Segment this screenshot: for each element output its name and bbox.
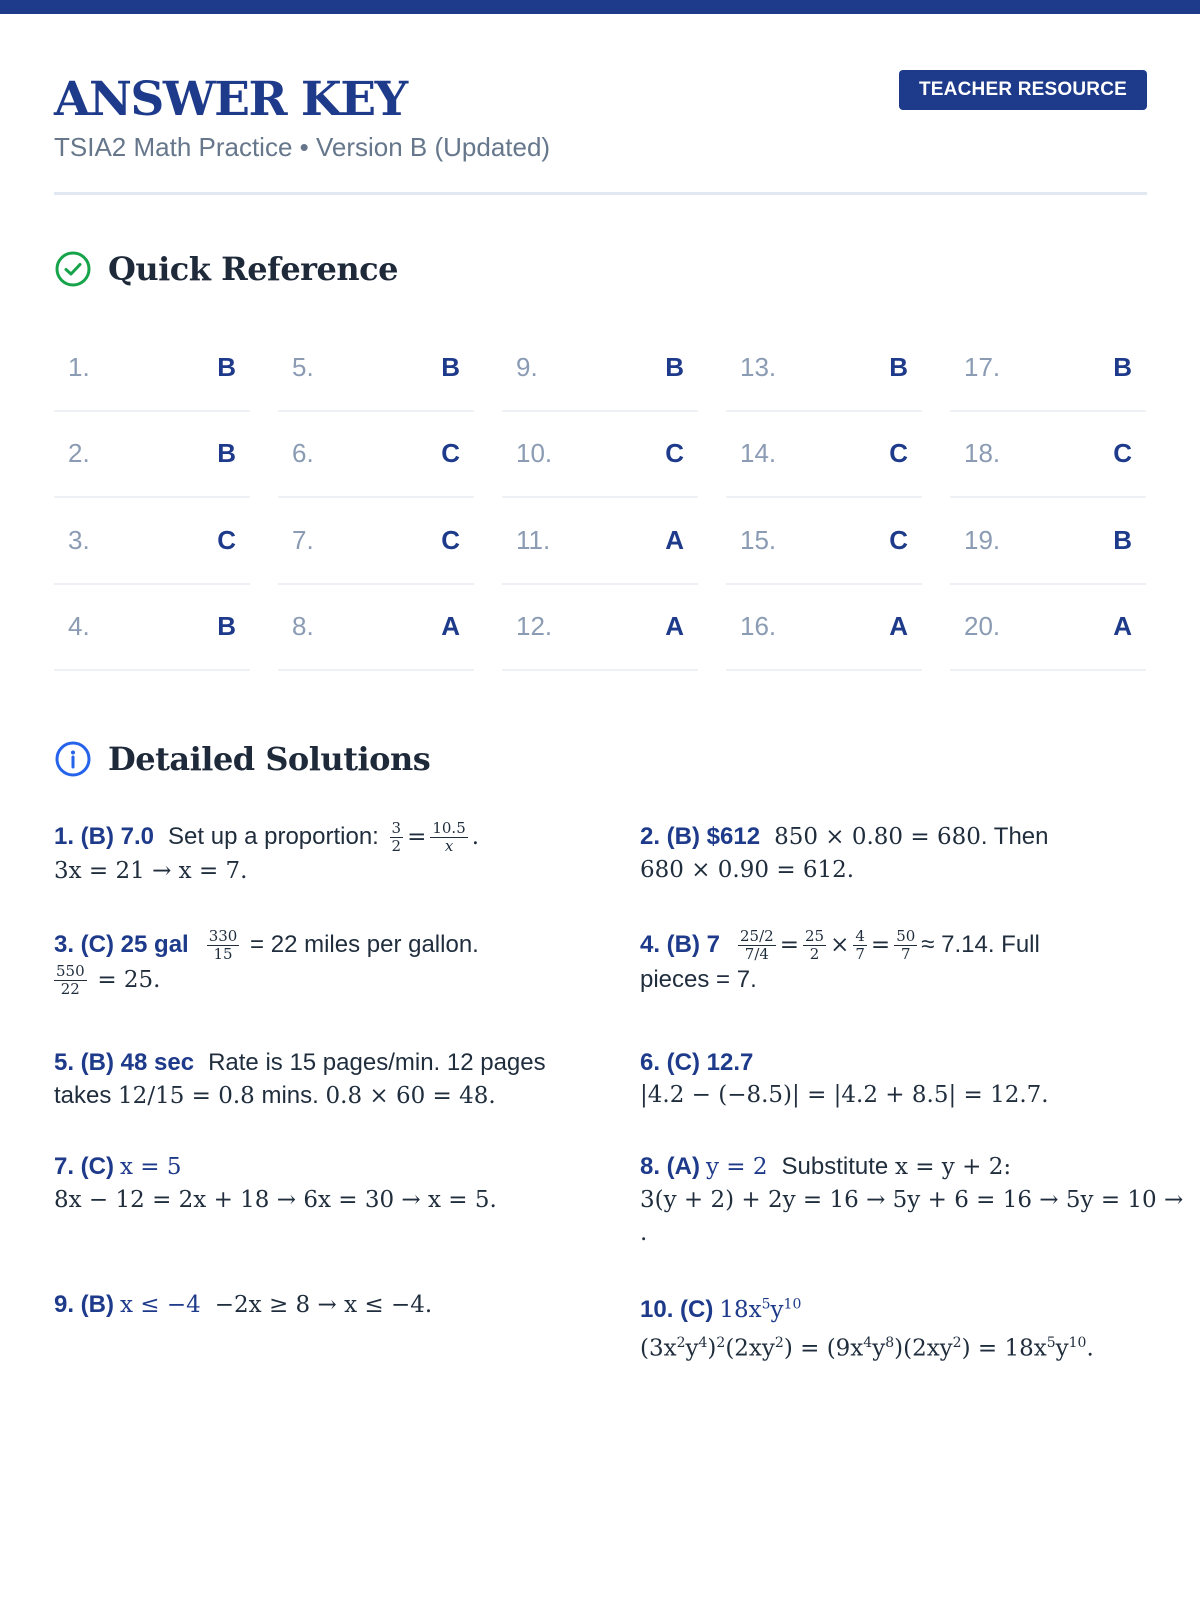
question-number: 16. bbox=[740, 611, 777, 642]
answer-letter: C bbox=[441, 438, 460, 469]
answer-cell bbox=[950, 412, 1146, 499]
question-number: 13. bbox=[740, 351, 777, 382]
solution-label: 2. (B) $612 bbox=[640, 823, 761, 850]
solution-label: 3. (C) 25 gal bbox=[54, 931, 189, 958]
solution-label: 10. (C) bbox=[640, 1295, 714, 1323]
answer-letter: B bbox=[441, 351, 460, 382]
question-number: 12. bbox=[516, 611, 553, 642]
question-number: 15. bbox=[740, 524, 777, 555]
answer-cell bbox=[278, 325, 474, 412]
question-number: 17. bbox=[964, 351, 1001, 382]
solution-math: 680 × 0.90 = 612. bbox=[640, 857, 855, 883]
solution-8: 8. (A) y = 2 Substitute x = y + 2: 3(y + 2) + 2y = 16 → 5y + 6 = 16 → 5y = 10 → . bbox=[640, 1150, 1200, 1250]
solution-2: 2. (B) $612 850 × 0.80 = 680. Then 680 × 0.90 = 612. bbox=[640, 820, 1160, 887]
question-number: 4. bbox=[68, 611, 90, 642]
solution-label: 5. (B) 48 sec bbox=[54, 1049, 195, 1076]
answer-letter: B bbox=[889, 351, 908, 382]
answer-cell bbox=[502, 412, 698, 499]
solution-label: 6. (C) 12.7 bbox=[640, 1049, 754, 1076]
info-circle-icon bbox=[54, 740, 92, 778]
top-accent-bar bbox=[0, 0, 1200, 14]
solution-5: 5. (B) 48 sec Rate is 15 pages/min. 12 pages takes 12/15 = 0.8 mins. 0.8 × 60 = 48. bbox=[54, 1049, 546, 1109]
fraction: $\frac{50}{7}$ bbox=[896, 927, 916, 964]
fraction: $\frac{10.5}{x}$ bbox=[432, 819, 466, 856]
answer-letter: B bbox=[1113, 524, 1132, 555]
answer-letter: C bbox=[441, 524, 460, 555]
question-number: 8. bbox=[292, 611, 314, 642]
question-number: 1. bbox=[68, 351, 90, 382]
question-number: 18. bbox=[964, 438, 1001, 469]
answer-letter: B bbox=[217, 611, 236, 642]
fraction: $\frac{330}{15}$ bbox=[208, 927, 238, 964]
quick-reference-heading bbox=[54, 250, 398, 288]
question-number: 2. bbox=[68, 438, 90, 469]
fraction: $\frac{4}{7}$ bbox=[855, 927, 865, 964]
answer-cell bbox=[726, 585, 922, 672]
answer-cell bbox=[502, 325, 698, 412]
question-number: 11. bbox=[516, 524, 551, 555]
solution-4: 4. (B) 7 $\frac{25/2}{7/4}$ = $\frac{25}{2}$ × $\frac{4}{7}$ = $\frac{50}{7}$ ≈ 7.14. Full pieces = 7. bbox=[640, 928, 1160, 996]
teacher-resource-badge: TEACHER RESOURCE bbox=[899, 70, 1147, 110]
solution-math: |4.2 − (−8.5)| = |4.2 + 8.5| = 12.7. bbox=[640, 1082, 1049, 1108]
solution-math: 3x = 21 → x = 7. bbox=[54, 858, 248, 885]
solution-label: 1. (B) 7.0 bbox=[54, 823, 155, 850]
check-circle-icon bbox=[54, 250, 92, 288]
answer-letter: C bbox=[217, 524, 236, 555]
answer-cell bbox=[54, 412, 250, 499]
answer-letter: C bbox=[889, 438, 908, 469]
answer-letter: B bbox=[217, 438, 236, 469]
solution-6 bbox=[640, 1046, 1160, 1112]
solution-math: 3(y + 2) + 2y = 16 → 5y + 6 = 16 → 5y = 10 → bbox=[640, 1187, 1184, 1213]
answer-letter: C bbox=[665, 438, 684, 469]
solution-text: pieces = 7. bbox=[640, 966, 757, 994]
answer-letter: A bbox=[889, 611, 908, 642]
fraction: $\frac{25/2}{7/4}$ bbox=[740, 927, 774, 964]
question-number: 5. bbox=[292, 351, 314, 382]
answer-cell bbox=[502, 585, 698, 672]
question-number: 10. bbox=[516, 438, 553, 469]
question-number: 3. bbox=[68, 524, 90, 555]
fraction: $\frac{25}{2}$ bbox=[804, 927, 825, 964]
answer-grid bbox=[54, 325, 1147, 670]
solution-label: 8. (A) bbox=[640, 1153, 700, 1180]
answer-cell bbox=[950, 498, 1146, 585]
solution-math: $(3x^2y^4)^2(2xy^2) = (9x^4y^8)(2xy^2) = 18x^5y^{10}$. bbox=[640, 1334, 1094, 1362]
quick-reference-title: Quick Reference bbox=[108, 250, 398, 288]
answer-letter: A bbox=[665, 524, 684, 555]
page-header bbox=[54, 70, 1147, 195]
solution-math: 8x − 12 = 2x + 18 → 6x = 30 → x = 5. bbox=[54, 1187, 497, 1213]
detailed-solutions-heading bbox=[54, 740, 430, 778]
answer-cell bbox=[726, 498, 922, 585]
question-number: 14. bbox=[740, 438, 777, 469]
solution-label: 9. (B) bbox=[54, 1291, 114, 1318]
question-number: 7. bbox=[292, 524, 314, 555]
answer-letter: C bbox=[889, 524, 908, 555]
answer-letter: B bbox=[1113, 351, 1132, 382]
answer-letter: B bbox=[217, 351, 236, 382]
answer-cell bbox=[950, 585, 1146, 672]
question-number: 20. bbox=[964, 611, 1001, 642]
answer-cell bbox=[726, 412, 922, 499]
solution-9: 9. (B) x ≤ −4 −2x ≥ 8 → x ≤ −4. bbox=[54, 1291, 433, 1318]
page-subtitle: TSIA2 Math Practice • Version B (Updated) bbox=[54, 132, 551, 162]
solution-3: 3. (C) 25 gal $\frac{330}{15}$ = 22 miles per gallon. $\frac{550}{22}$ = 25. bbox=[54, 927, 479, 999]
fraction: $\frac{550}{22}$ bbox=[56, 962, 85, 999]
solution-1: 1. (B) 7.0 Set up a proportion: $\frac{3}{2}$ = $\frac{10.5}{x}$ . 3x = 21 → x = 7. bbox=[54, 820, 614, 888]
answer-cell bbox=[278, 412, 474, 499]
solution-label: 7. (C) bbox=[54, 1153, 114, 1180]
solution-7: 7. (C) x = 5 8x − 12 = 2x + 18 → 6x = 30 → x = 5. bbox=[54, 1150, 614, 1217]
answer-cell bbox=[278, 585, 474, 672]
answer-letter: C bbox=[1113, 438, 1132, 469]
fraction: $\frac{3}{2}$ bbox=[391, 819, 402, 856]
detailed-solutions-title: Detailed Solutions bbox=[108, 740, 431, 778]
question-number: 6. bbox=[292, 438, 314, 469]
page-title: ANSWER KEY bbox=[54, 72, 407, 127]
answer-letter: A bbox=[1113, 611, 1132, 642]
solution-text: Set up a proportion: bbox=[168, 823, 379, 850]
answer-cell bbox=[950, 325, 1146, 412]
answer-letter: B bbox=[665, 351, 684, 382]
solution-label: 4. (B) 7 bbox=[640, 931, 721, 958]
answer-cell bbox=[502, 498, 698, 585]
answer-cell bbox=[54, 498, 250, 585]
answer-cell bbox=[54, 585, 250, 672]
answer-cell bbox=[278, 498, 474, 585]
question-number: 19. bbox=[964, 524, 1001, 555]
answer-letter: A bbox=[665, 611, 684, 642]
solution-math: . bbox=[640, 1220, 648, 1246]
answer-letter: A bbox=[441, 611, 460, 642]
answer-cell bbox=[54, 325, 250, 412]
question-number: 9. bbox=[516, 351, 538, 382]
answer-cell bbox=[726, 325, 922, 412]
solution-10: 10. (C) $18x^5y^{10}$ $(3x^2y^4)^2(2xy^2) = (9x^4y^8)(2xy^2) = 18x^5y^{10}$. bbox=[640, 1288, 1160, 1365]
